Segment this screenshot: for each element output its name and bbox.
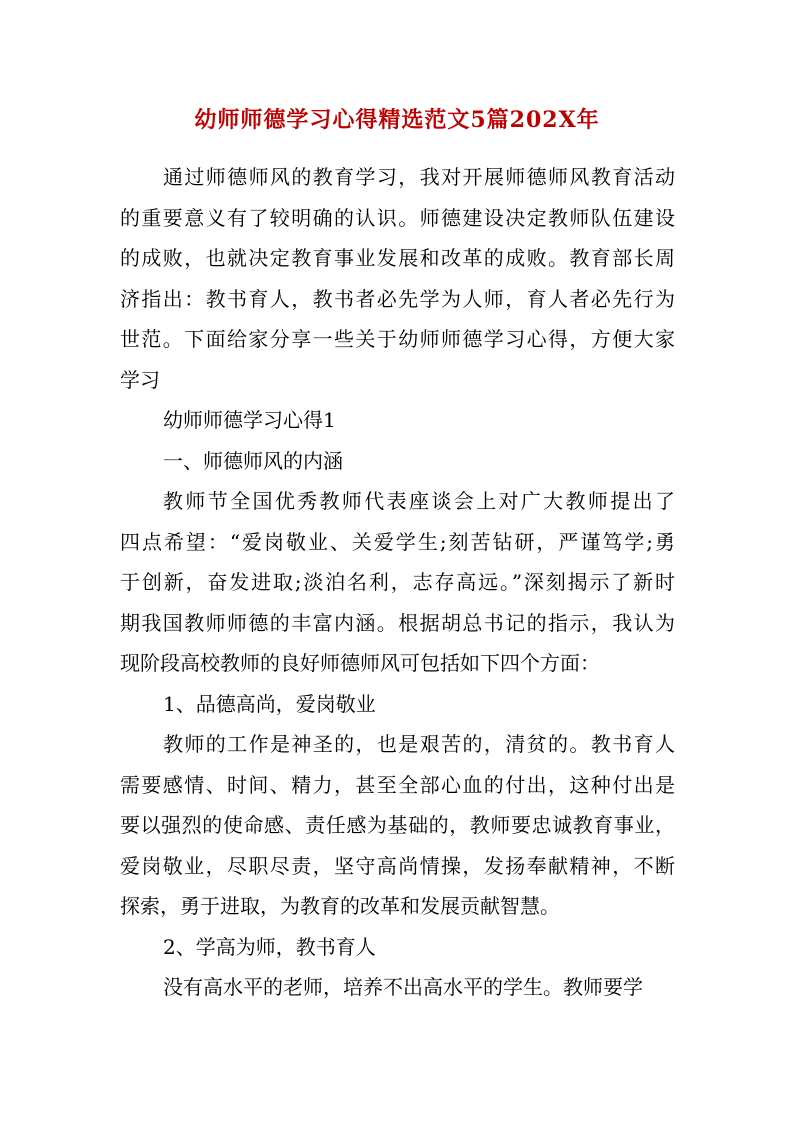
paragraph <box>120 157 675 400</box>
section-heading: 幼师师德学习心得1 <box>163 408 336 432</box>
paragraph-line: 爱岗敬业，尽职尽责，坚守高尚情操，发扬奉献精神，不断 <box>120 853 675 878</box>
paragraph-line: 期我国教师师德的丰富内涵。根据胡总书记的指示，我认为 <box>120 610 675 635</box>
document-title: 幼师师德学习心得精选范文5篇202X年 <box>194 107 600 133</box>
paragraph <box>120 724 675 927</box>
paragraph-line: 教师的工作是神圣的，也是艰苦的，清贫的。教书育人 <box>163 732 675 756</box>
paragraph-line: 探索，勇于进取，为教育的改革和发展贡献智慧。 <box>120 894 560 918</box>
paragraph-line: 于创新，奋发进取;淡泊名利，志存高远。”深刻揭示了新时 <box>120 570 675 594</box>
paragraph <box>120 481 675 684</box>
paragraph-line: 需要感情、时间、精力，甚至全部心血的付出，这种付出是 <box>120 772 675 797</box>
paragraph-line: 没有高水平的老师，培养不出高水平的学生。教师要学 <box>163 975 643 999</box>
section-heading: 一、师德师风的内涵 <box>163 448 343 473</box>
paragraph-line: 四点希望：“爱岗敬业、关爱学生;刻苦钻研，严谨笃学;勇 <box>120 529 675 554</box>
paragraph-line: 的重要意义有了较明确的认识。师德建设决定教师队伍建设 <box>120 205 675 230</box>
section-heading: 1、品德高尚，爱岗敬业 <box>163 691 376 716</box>
document-body <box>120 157 675 1008</box>
paragraph-line: 学习 <box>120 367 160 392</box>
paragraph-line: 通过师德师风的教育学习，我对开展师德师风教育活动 <box>163 165 675 189</box>
section-heading: 2、学高为师，教书育人 <box>163 934 376 959</box>
paragraph-line: 现阶段高校教师的良好师德师风可包括如下四个方面： <box>120 651 600 675</box>
paragraph <box>120 967 675 1008</box>
paragraph-line: 教师节全国优秀教师代表座谈会上对广大教师提出了 <box>163 489 675 513</box>
paragraph-line: 要以强烈的使命感、责任感为基础的，教师要忠诚教育事业， <box>120 813 675 837</box>
paragraph-line: 的成败，也就决定教育事业发展和改革的成败。教育部长周 <box>120 246 675 270</box>
paragraph-line: 世范。下面给家分享一些关于幼师师德学习心得，方便大家 <box>120 327 675 351</box>
paragraph-line: 济指出：教书育人，教书者必先学为人师，育人者必先行为 <box>120 286 675 311</box>
